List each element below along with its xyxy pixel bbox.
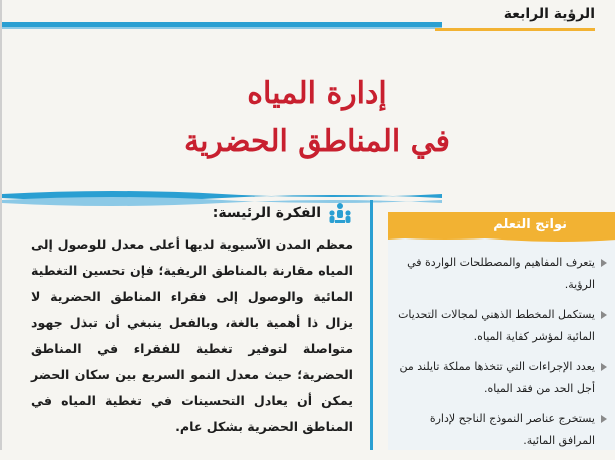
outcome-text: يعدد الإجراءات التي تتخذها مملكة تايلند من أجل الحد من فقد المياه. xyxy=(399,360,595,395)
list-item xyxy=(397,356,607,400)
learning-outcomes-title: نواتج التعلم xyxy=(388,212,615,238)
learning-outcomes-list xyxy=(397,252,607,460)
column-divider xyxy=(370,200,373,450)
people-network-icon xyxy=(327,201,353,225)
list-item xyxy=(397,408,607,452)
main-idea-body: معظم المدن الآسيوية لديها أعلى معدل للوصول إلى المياه مقارنة بالمناطق الريفية؛ فإن تحسين التغطية المائية والوصول إلى فقراء المناطق الحضرية لا يزال ذا أهمية بالغة، وبالفعل ينبغي أن تبذل جهود متواصلة لتوفير تغطية للفقراء في المناطق الحضرية؛ حيث معدل النمو السريع بين سكان الحضر يمكن أن يعادل التحسينات في تغطية المياه في المناطق الحضرية بشكل عام. xyxy=(31,237,353,434)
main-idea-heading-text: الفكرة الرئيسة: xyxy=(212,205,321,221)
outcome-text: يستخرج عناصر النموذج الناجح لإدارة المرافق المائية. xyxy=(429,412,595,447)
bullet-arrow-icon xyxy=(601,363,607,371)
outcome-text: يتعرف المفاهيم والمصطلحات الواردة في الرؤية. xyxy=(407,256,595,291)
learning-outcomes-panel xyxy=(388,212,615,450)
section-label: الرؤية الرابعة xyxy=(435,6,595,31)
list-item xyxy=(397,304,607,348)
list-item xyxy=(397,252,607,296)
outcome-text: يستكمل المخطط الذهني لمجالات التحديات المائية لمؤشر كفاية المياه. xyxy=(398,308,595,343)
title-line-2: في المناطق الحضرية xyxy=(184,124,450,159)
main-idea-heading xyxy=(203,200,353,226)
panel-wave xyxy=(388,236,615,244)
bullet-arrow-icon xyxy=(601,259,607,267)
bullet-arrow-icon xyxy=(601,311,607,319)
header-rule-thin xyxy=(2,27,442,29)
title-line-1: إدارة المياه xyxy=(247,76,387,111)
page-title xyxy=(102,70,532,180)
bullet-arrow-icon xyxy=(601,415,607,423)
page-header xyxy=(2,0,615,30)
